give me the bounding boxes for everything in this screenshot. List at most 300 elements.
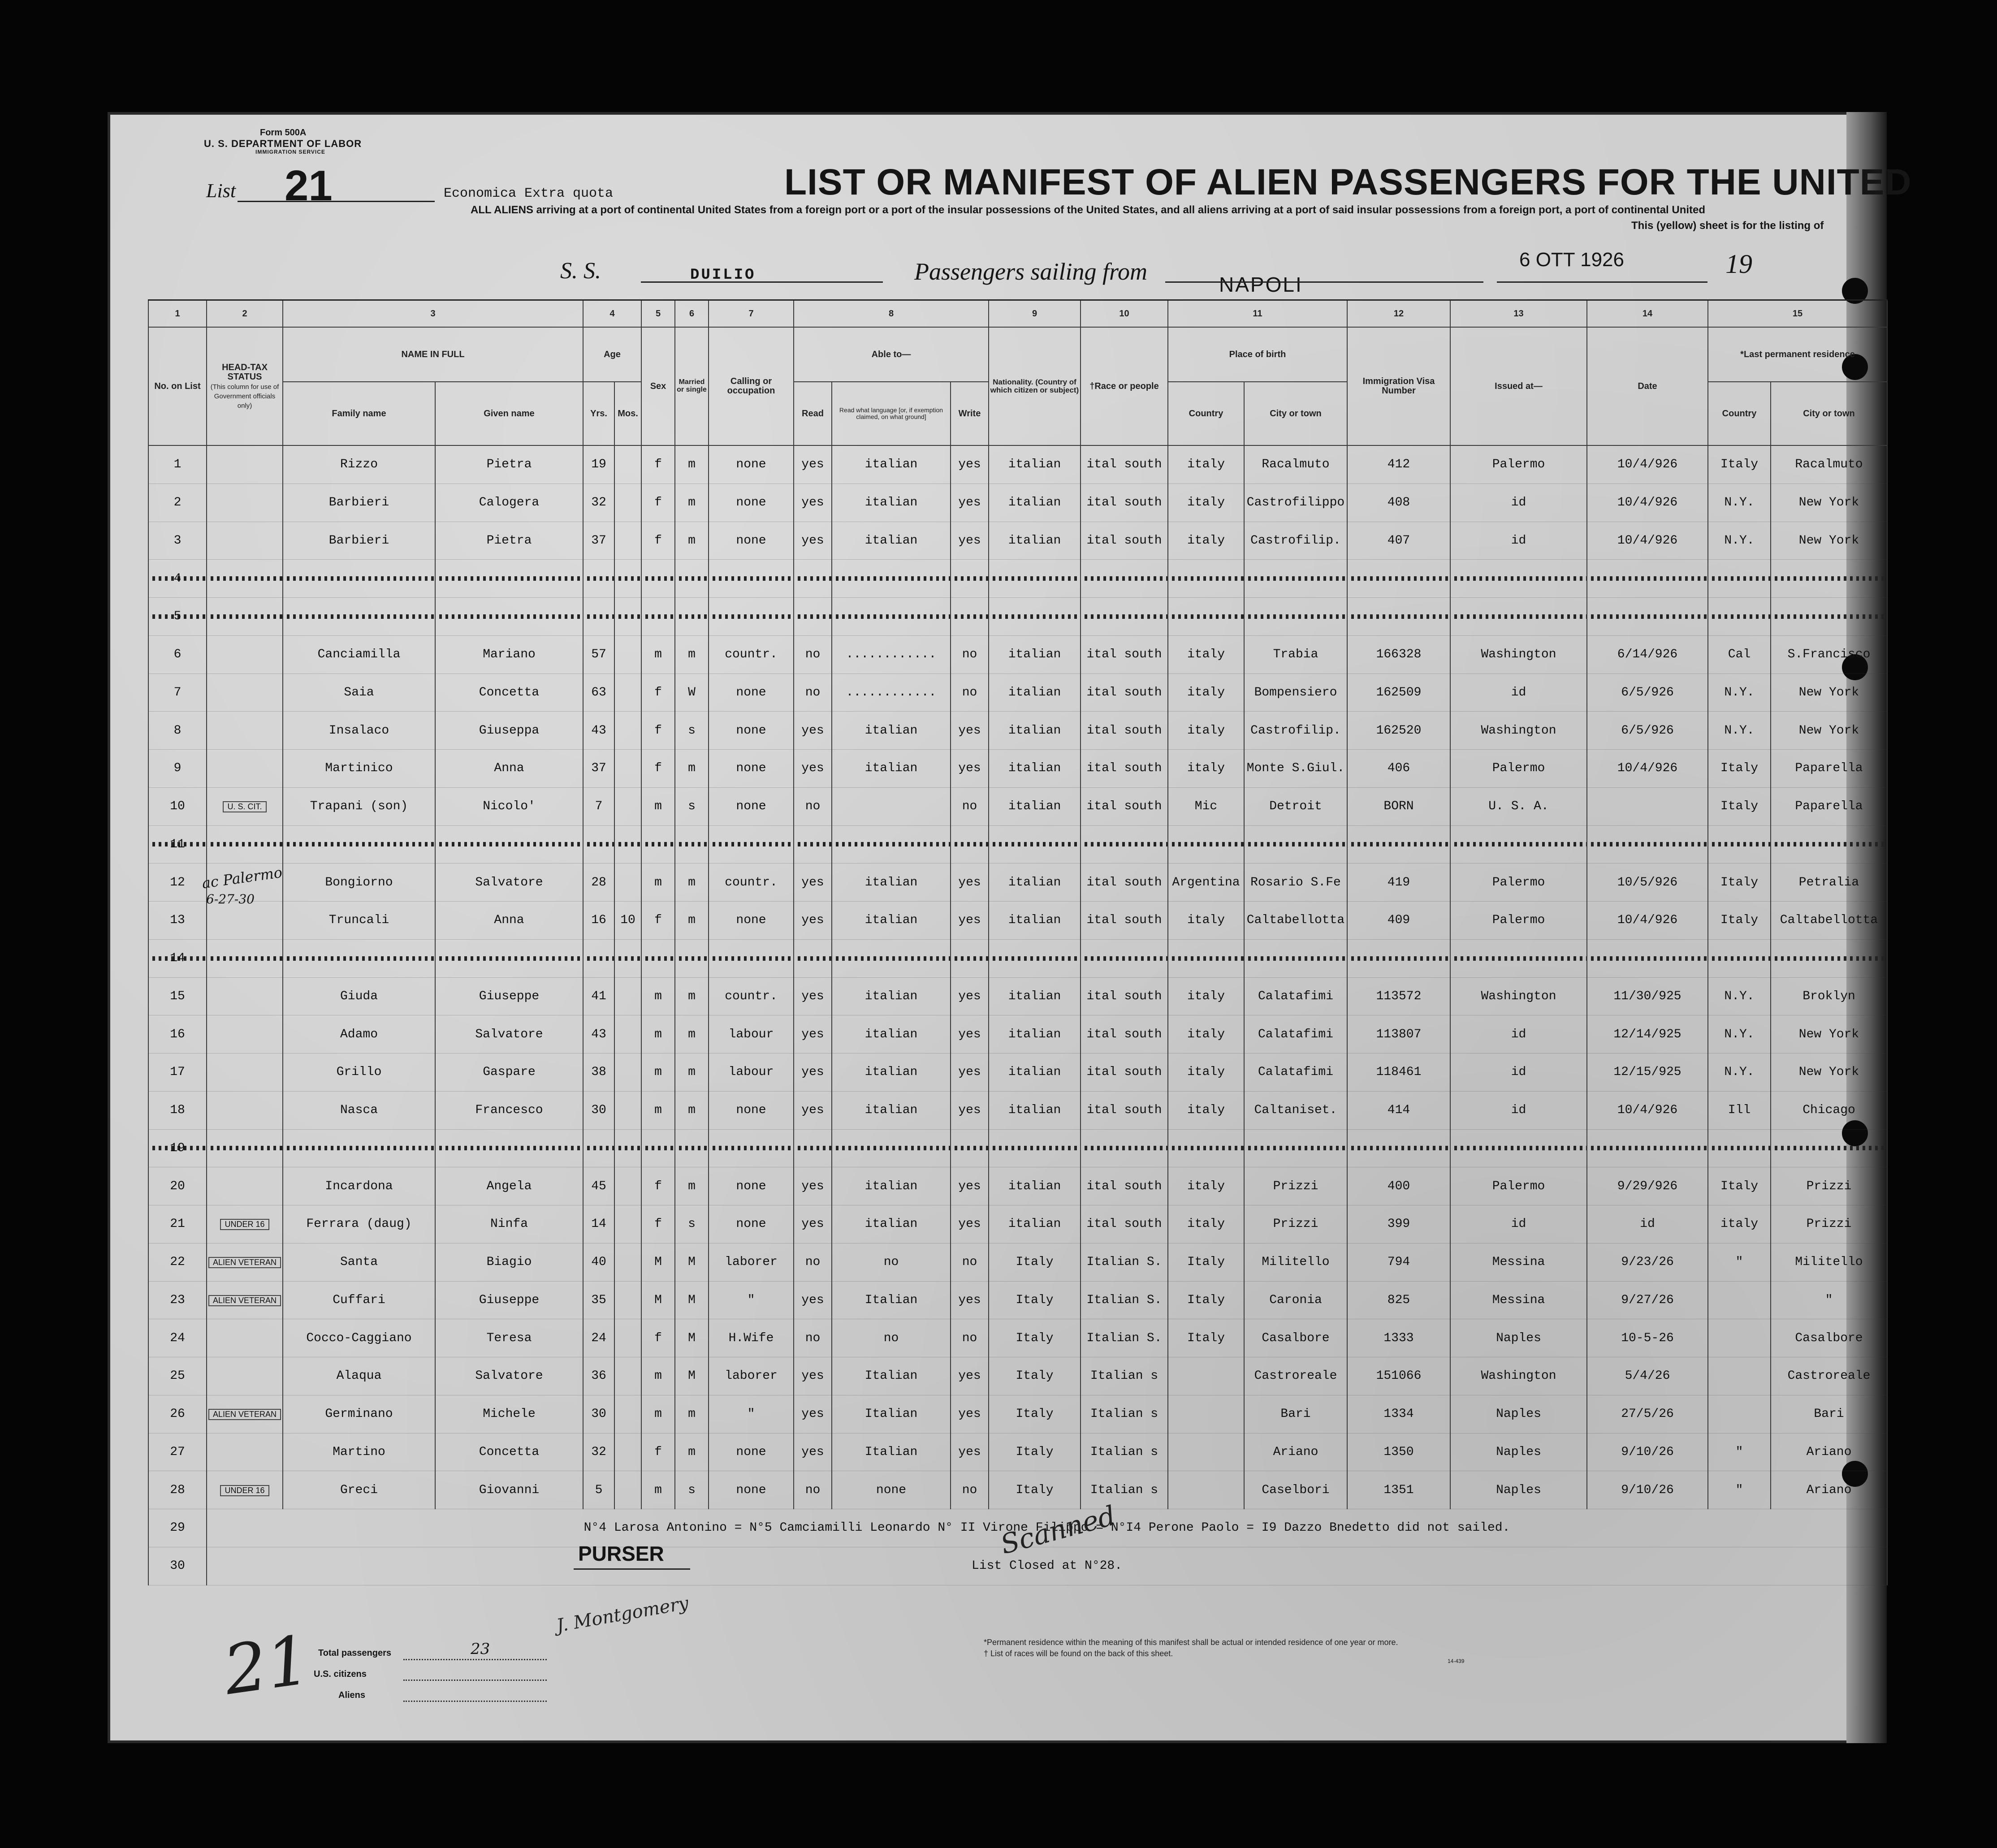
issued-at-cell: Naples: [1450, 1471, 1587, 1509]
occupation-cell: laborer: [709, 1357, 794, 1395]
line-number: 18: [148, 1091, 207, 1129]
head-tax-cell: [207, 1357, 283, 1395]
issued-at-cell: Palermo: [1450, 902, 1587, 940]
line-number: 30: [148, 1547, 207, 1585]
table-row: [148, 977, 1887, 1015]
language-cell: no: [832, 1319, 951, 1357]
occupation-cell: countr.: [709, 864, 794, 902]
write-cell: [951, 939, 989, 977]
date-cell: 9/10/26: [1587, 1471, 1708, 1509]
issued-at-cell: Washington: [1450, 977, 1587, 1015]
birth-country-cell: Italy: [1168, 1319, 1244, 1357]
family-name-cell: Santa: [283, 1243, 435, 1281]
race-cell: ital south: [1081, 864, 1168, 902]
visa-number-cell: 419: [1347, 864, 1450, 902]
colnum: 8: [794, 300, 989, 328]
sex-cell: m: [641, 635, 675, 674]
family-name-cell: Saia: [283, 674, 435, 712]
write-cell: yes: [951, 712, 989, 750]
married-cell: s: [675, 1205, 709, 1244]
issued-at-cell: Naples: [1450, 1395, 1587, 1433]
sex-cell: [641, 939, 675, 977]
birth-city-cell: Castrofilip.: [1244, 522, 1347, 560]
age-yrs-cell: 7: [583, 787, 614, 825]
sex-cell: m: [641, 1015, 675, 1054]
write-cell: yes: [951, 902, 989, 940]
married-cell: m: [675, 1395, 709, 1433]
birth-country-cell: italy: [1168, 1167, 1244, 1205]
race-cell: ital south: [1081, 445, 1168, 484]
res-city-cell: Broklyn: [1771, 977, 1887, 1015]
birth-city-cell: [1244, 1129, 1347, 1167]
occupation-cell: none: [709, 445, 794, 484]
age-mos-cell: [614, 484, 641, 522]
issued-at-cell: id: [1450, 484, 1587, 522]
res-country-cell: [1708, 1281, 1771, 1319]
birth-city-cell: Calatafimi: [1244, 1015, 1347, 1054]
birth-city-cell: [1244, 560, 1347, 598]
instructions-line-2: This (yellow) sheet is for the listing of: [1631, 220, 1824, 232]
colnum: 3: [283, 300, 583, 328]
nationality-cell: italian: [989, 1015, 1081, 1054]
header-nationality: Nationality. (Country of which citizen or subject): [989, 327, 1081, 445]
married-cell: m: [675, 750, 709, 788]
language-cell: italian: [832, 1015, 951, 1054]
date-cell: 27/5/26: [1587, 1395, 1708, 1433]
write-cell: yes: [951, 484, 989, 522]
age-yrs-cell: 40: [583, 1243, 614, 1281]
list-underline: [238, 201, 435, 202]
line-number: 3: [148, 522, 207, 560]
occupation-cell: none: [709, 750, 794, 788]
language-cell: italian: [832, 445, 951, 484]
margin-number: 21: [219, 1621, 315, 1710]
visa-number-cell: [1347, 1129, 1450, 1167]
res-city-cell: [1771, 598, 1887, 636]
table-row: [148, 1319, 1887, 1357]
issued-at-cell: Palermo: [1450, 750, 1587, 788]
write-cell: yes: [951, 1091, 989, 1129]
married-cell: m: [675, 864, 709, 902]
married-cell: [675, 598, 709, 636]
line-number: 7: [148, 674, 207, 712]
occupation-cell: none: [709, 902, 794, 940]
head-tax-cell: [207, 1091, 283, 1129]
read-cell: yes: [794, 1395, 832, 1433]
head-tax-cell: [207, 674, 283, 712]
colnum: 7: [709, 300, 794, 328]
us-citizens-label: U.S. citizens: [314, 1669, 367, 1679]
line-number: 12: [148, 864, 207, 902]
table-row: [148, 787, 1887, 825]
read-cell: yes: [794, 977, 832, 1015]
visa-number-cell: 399: [1347, 1205, 1450, 1244]
aliens-label: Aliens: [338, 1690, 366, 1700]
header-family-name: Family name: [283, 382, 435, 445]
visa-number-cell: 407: [1347, 522, 1450, 560]
race-cell: ital south: [1081, 635, 1168, 674]
race-cell: ital south: [1081, 1091, 1168, 1129]
res-country-cell: N.Y.: [1708, 1054, 1771, 1092]
family-name-cell: Canciamilla: [283, 635, 435, 674]
date-cell: 10/5/926: [1587, 864, 1708, 902]
birth-country-cell: [1168, 1357, 1244, 1395]
sex-cell: f: [641, 522, 675, 560]
given-name-cell: [435, 1129, 583, 1167]
colnum: 14: [1587, 300, 1708, 328]
given-name-cell: Francesco: [435, 1091, 583, 1129]
header-place-of-birth: Place of birth: [1168, 327, 1347, 382]
age-mos-cell: [614, 1129, 641, 1167]
race-cell: ital south: [1081, 712, 1168, 750]
date-cell: 10/4/926: [1587, 445, 1708, 484]
res-country-cell: ": [1708, 1433, 1771, 1471]
visa-number-cell: 113572: [1347, 977, 1450, 1015]
occupation-cell: ": [709, 1395, 794, 1433]
res-city-cell: Bari: [1771, 1395, 1887, 1433]
head-tax-cell: [207, 598, 283, 636]
occupation-cell: none: [709, 1205, 794, 1244]
occupation-cell: [709, 598, 794, 636]
married-cell: s: [675, 787, 709, 825]
race-cell: ital south: [1081, 1054, 1168, 1092]
occupation-cell: countr.: [709, 977, 794, 1015]
table-row: [148, 560, 1887, 598]
write-cell: yes: [951, 522, 989, 560]
given-name-cell: Gaspare: [435, 1054, 583, 1092]
res-country-cell: [1708, 560, 1771, 598]
family-name-cell: Ferrara (daug): [283, 1205, 435, 1244]
age-mos-cell: [614, 1167, 641, 1205]
age-yrs-cell: 30: [583, 1091, 614, 1129]
res-country-cell: [1708, 1129, 1771, 1167]
family-name-cell: Trapani (son): [283, 787, 435, 825]
occupation-cell: none: [709, 712, 794, 750]
head-tax-cell: [207, 825, 283, 864]
age-yrs-cell: 16: [583, 902, 614, 940]
issued-at-cell: U. S. A.: [1450, 787, 1587, 825]
res-city-cell: [1771, 1129, 1887, 1167]
header-read: Read: [794, 382, 832, 445]
birth-city-cell: [1244, 939, 1347, 977]
res-country-cell: N.Y.: [1708, 674, 1771, 712]
age-yrs-cell: 35: [583, 1281, 614, 1319]
visa-number-cell: 408: [1347, 484, 1450, 522]
line-number: 19: [148, 1129, 207, 1167]
sex-cell: m: [641, 1395, 675, 1433]
column-number-row: [148, 300, 1887, 328]
res-country-cell: [1708, 939, 1771, 977]
given-name-cell: Nicolo': [435, 787, 583, 825]
res-country-cell: ": [1708, 1471, 1771, 1509]
list-number: 21: [285, 162, 333, 210]
language-cell: italian: [832, 864, 951, 902]
res-country-cell: N.Y.: [1708, 712, 1771, 750]
family-name-cell: Insalaco: [283, 712, 435, 750]
write-cell: yes: [951, 1205, 989, 1244]
married-cell: m: [675, 635, 709, 674]
read-cell: [794, 939, 832, 977]
given-name-cell: Salvatore: [435, 1015, 583, 1054]
given-name-cell: Concetta: [435, 674, 583, 712]
birth-country-cell: italy: [1168, 445, 1244, 484]
occupation-cell: none: [709, 1471, 794, 1509]
age-mos-cell: [614, 864, 641, 902]
table-row: [148, 1129, 1887, 1167]
birth-city-cell: Detroit: [1244, 787, 1347, 825]
date-cell: 9/27/26: [1587, 1281, 1708, 1319]
age-yrs-cell: 32: [583, 1433, 614, 1471]
header-head-tax: HEAD-TAX STATUS (This column for use of Government officials only): [207, 327, 283, 445]
nationality-cell: italian: [989, 445, 1081, 484]
sex-cell: m: [641, 787, 675, 825]
visa-number-cell: 825: [1347, 1281, 1450, 1319]
read-cell: yes: [794, 864, 832, 902]
race-cell: Italian S.: [1081, 1281, 1168, 1319]
head-tax-stamp: ALIEN VETERAN: [208, 1409, 281, 1420]
issued-at-cell: id: [1450, 522, 1587, 560]
table-row: [148, 1243, 1887, 1281]
read-cell: yes: [794, 750, 832, 788]
write-cell: [951, 598, 989, 636]
given-name-cell: Pietra: [435, 522, 583, 560]
given-name-cell: Giuseppe: [435, 1281, 583, 1319]
birth-country-cell: italy: [1168, 522, 1244, 560]
date-cell: 6/5/926: [1587, 674, 1708, 712]
ship-name: DUILIO: [690, 267, 756, 284]
occupation-cell: [709, 939, 794, 977]
language-cell: [832, 939, 951, 977]
birth-country-cell: italy: [1168, 902, 1244, 940]
sex-cell: m: [641, 977, 675, 1015]
age-yrs-cell: 14: [583, 1205, 614, 1244]
ship-underline: [641, 281, 883, 283]
line-number: 6: [148, 635, 207, 674]
occupation-cell: none: [709, 484, 794, 522]
header-res-city: City or town: [1771, 382, 1887, 445]
sex-cell: M: [641, 1243, 675, 1281]
family-name-cell: Rizzo: [283, 445, 435, 484]
sex-cell: f: [641, 1433, 675, 1471]
res-country-cell: Ill: [1708, 1091, 1771, 1129]
head-tax-cell: [207, 1015, 283, 1054]
age-mos-cell: [614, 522, 641, 560]
res-city-cell: New York: [1771, 712, 1887, 750]
birth-city-cell: Calatafimi: [1244, 977, 1347, 1015]
family-name-cell: [283, 939, 435, 977]
date-cell: [1587, 787, 1708, 825]
language-cell: none: [832, 1471, 951, 1509]
age-mos-cell: [614, 560, 641, 598]
date-cell: 12/14/925: [1587, 1015, 1708, 1054]
res-city-cell: Prizzi: [1771, 1167, 1887, 1205]
header-write: Write: [951, 382, 989, 445]
language-cell: no: [832, 1243, 951, 1281]
header-read-language: Read what language [or, if exemption claimed, on what ground]: [832, 382, 951, 445]
issued-at-cell: Washington: [1450, 1357, 1587, 1395]
read-cell: [794, 560, 832, 598]
read-cell: yes: [794, 712, 832, 750]
family-name-cell: Alaqua: [283, 1357, 435, 1395]
res-country-cell: [1708, 1319, 1771, 1357]
age-mos-cell: [614, 598, 641, 636]
birth-city-cell: [1244, 825, 1347, 864]
age-mos-cell: [614, 674, 641, 712]
age-yrs-cell: 5: [583, 1471, 614, 1509]
res-country-cell: [1708, 825, 1771, 864]
manifest-note: N°4 Larosa Antonino = N°5 Camciamilli Leonardo N° II Virone Filippo = N°I4 Perone Paolo = I9 Dazzo Bnedetto did not sailed.: [207, 1509, 1887, 1547]
head-tax-cell: [207, 560, 283, 598]
sex-cell: f: [641, 750, 675, 788]
res-country-cell: N.Y.: [1708, 484, 1771, 522]
line-number: 25: [148, 1357, 207, 1395]
date-cell: id: [1587, 1205, 1708, 1244]
age-yrs-cell: 37: [583, 522, 614, 560]
race-cell: ital south: [1081, 902, 1168, 940]
line-number: 24: [148, 1319, 207, 1357]
read-cell: yes: [794, 1433, 832, 1471]
service-label: IMMIGRATION SERVICE: [255, 149, 325, 155]
sex-cell: m: [641, 864, 675, 902]
header-birth-country: Country: [1168, 382, 1244, 445]
sex-cell: M: [641, 1281, 675, 1319]
given-name-cell: Anna: [435, 902, 583, 940]
colnum: 1: [148, 300, 207, 328]
line-number: 13: [148, 902, 207, 940]
age-mos-cell: [614, 1395, 641, 1433]
given-name-cell: [435, 560, 583, 598]
visa-number-cell: 1333: [1347, 1319, 1450, 1357]
nationality-cell: italian: [989, 674, 1081, 712]
language-cell: italian: [832, 1167, 951, 1205]
head-tax-cell: [207, 977, 283, 1015]
res-city-cell: Ariano: [1771, 1471, 1887, 1509]
language-cell: italian: [832, 902, 951, 940]
table-row: [148, 750, 1887, 788]
res-city-cell: Caltabellotta: [1771, 902, 1887, 940]
nationality-cell: [989, 939, 1081, 977]
occupation-cell: none: [709, 1091, 794, 1129]
margin-date: 6-27-30: [206, 892, 255, 907]
visa-number-cell: 400: [1347, 1167, 1450, 1205]
table-row: [148, 598, 1887, 636]
scanned-mark: Scanned: [997, 1500, 1119, 1561]
res-city-cell: New York: [1771, 484, 1887, 522]
language-cell: Italian: [832, 1281, 951, 1319]
sex-cell: f: [641, 902, 675, 940]
given-name-cell: Salvatore: [435, 864, 583, 902]
header-birth-city: City or town: [1244, 382, 1347, 445]
res-country-cell: Italy: [1708, 902, 1771, 940]
age-yrs-cell: [583, 560, 614, 598]
age-mos-cell: [614, 977, 641, 1015]
nationality-cell: italian: [989, 977, 1081, 1015]
issued-at-cell: id: [1450, 674, 1587, 712]
write-cell: [951, 1129, 989, 1167]
colnum: 5: [641, 300, 675, 328]
table-row: [148, 635, 1887, 674]
nationality-cell: [989, 560, 1081, 598]
visa-number-cell: 794: [1347, 1243, 1450, 1281]
language-cell: [832, 560, 951, 598]
head-tax-cell: [207, 1167, 283, 1205]
age-mos-cell: 10: [614, 902, 641, 940]
visa-number-cell: 409: [1347, 902, 1450, 940]
family-name-cell: Barbieri: [283, 484, 435, 522]
given-name-cell: Ninfa: [435, 1205, 583, 1244]
line-number: 4: [148, 560, 207, 598]
language-cell: [832, 598, 951, 636]
age-yrs-cell: 24: [583, 1319, 614, 1357]
language-cell: italian: [832, 712, 951, 750]
date-cell: 12/15/925: [1587, 1054, 1708, 1092]
res-city-cell: Castroreale: [1771, 1357, 1887, 1395]
nationality-cell: italian: [989, 1205, 1081, 1244]
language-cell: italian: [832, 977, 951, 1015]
table-row: [148, 484, 1887, 522]
colnum: 12: [1347, 300, 1450, 328]
date-cell: 9/29/926: [1587, 1167, 1708, 1205]
read-cell: yes: [794, 1357, 832, 1395]
res-city-cell: New York: [1771, 674, 1887, 712]
res-country-cell: N.Y.: [1708, 1015, 1771, 1054]
married-cell: m: [675, 445, 709, 484]
married-cell: M: [675, 1281, 709, 1319]
header-married: Married or single: [675, 327, 709, 445]
line-number: 27: [148, 1433, 207, 1471]
head-tax-cell: [207, 635, 283, 674]
birth-country-cell: [1168, 1471, 1244, 1509]
race-cell: [1081, 560, 1168, 598]
line-number: 22: [148, 1243, 207, 1281]
date-cell: 6/14/926: [1587, 635, 1708, 674]
age-yrs-cell: 37: [583, 750, 614, 788]
head-tax-cell: [207, 1471, 283, 1509]
family-name-cell: Cocco-Caggiano: [283, 1319, 435, 1357]
line-number: 23: [148, 1281, 207, 1319]
table-row: [148, 674, 1887, 712]
quota-note: Economica Extra quota: [444, 186, 614, 201]
language-cell: ............: [832, 635, 951, 674]
race-cell: ital south: [1081, 787, 1168, 825]
head-tax-cell: [207, 787, 283, 825]
race-cell: ital south: [1081, 522, 1168, 560]
race-cell: Italian s: [1081, 1433, 1168, 1471]
dotted-line: [403, 1701, 547, 1702]
head-tax-cell: [207, 1319, 283, 1357]
line-number: 9: [148, 750, 207, 788]
sex-cell: m: [641, 1091, 675, 1129]
birth-city-cell: Castroreale: [1244, 1357, 1347, 1395]
visa-number-cell: 118461: [1347, 1054, 1450, 1092]
birth-city-cell: Trabia: [1244, 635, 1347, 674]
given-name-cell: Pietra: [435, 445, 583, 484]
write-cell: yes: [951, 1357, 989, 1395]
married-cell: m: [675, 977, 709, 1015]
res-country-cell: [1708, 1357, 1771, 1395]
race-cell: Italian s: [1081, 1357, 1168, 1395]
colnum: 6: [675, 300, 709, 328]
res-city-cell: Racalmuto: [1771, 445, 1887, 484]
birth-city-cell: Ariano: [1244, 1433, 1347, 1471]
table-row: [148, 1015, 1887, 1054]
res-city-cell: Petralia: [1771, 864, 1887, 902]
sailing-label: Passengers sailing from: [914, 258, 1148, 285]
age-yrs-cell: 63: [583, 674, 614, 712]
dotted-line: [403, 1659, 547, 1660]
occupation-cell: none: [709, 674, 794, 712]
age-mos-cell: [614, 445, 641, 484]
